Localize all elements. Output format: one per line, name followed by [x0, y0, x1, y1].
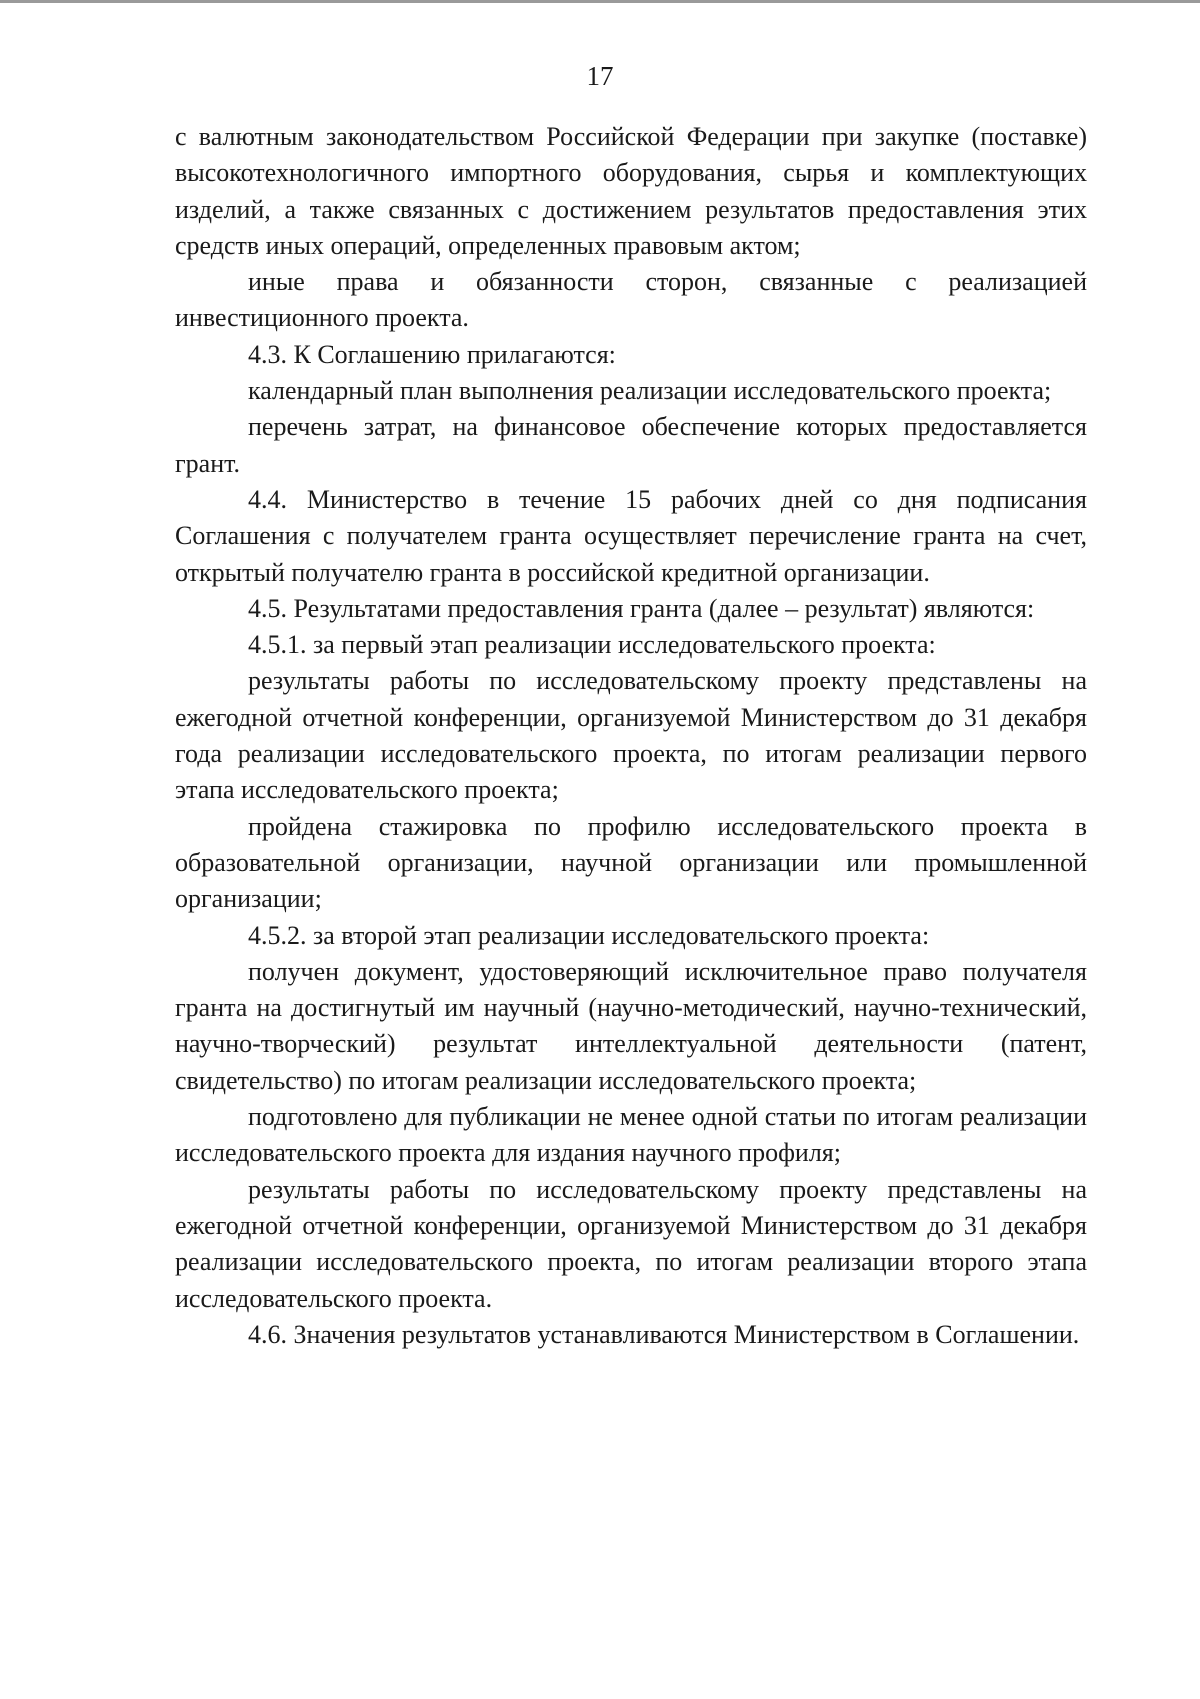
result-item-internship: пройдена стажировка по профилю исследовательского проекта в образовательной организации, научной организации или промышленной организации; [175, 811, 1087, 914]
paragraph-continuation: с валютным законодательством Российской Федерации при закупке (поставке) высокотехнологичного импортного оборудования, сырья и комплектующих изделий, а также связанных с достижением результатов предоставления этих средств иных операций, определенных правовым актом; [175, 122, 1087, 260]
page-number: 17 [586, 61, 614, 91]
paragraph-other-rights: иные права и обязанности сторон, связанные с реализацией инвестиционного проекта. [175, 267, 1087, 333]
clause-4-6: 4.6. Значения результатов устанавливаются Министерством в Соглашении. [248, 1319, 1080, 1349]
clause-4-4: 4.4. Министерство в течение 15 рабочих дней со дня подписания Соглашения с получателем гранта осуществляет перечисление гранта на счет, открытый получателю гранта в российской кредитной организации. [175, 484, 1087, 587]
list-item-cost-list: перечень затрат, на финансовое обеспечение которых предоставляется грант. [175, 412, 1087, 478]
result-item-publication: подготовлено для публикации не менее одной статьи по итогам реализации исследовательского проекта для издания научного профиля; [175, 1102, 1087, 1168]
clause-4-3: 4.3. К Соглашению прилагаются: [248, 339, 616, 369]
result-item-conference-second-stage: результаты работы по исследовательскому проекту представлены на ежегодной отчетной конференции, организуемой Министерством до 31 декабря реализации исследовательского проекта, по итогам реализации второго этапа исследовательского проекта. [175, 1174, 1087, 1313]
clause-4-5-1: 4.5.1. за первый этап реализации исследовательского проекта: [248, 630, 936, 660]
document-body [175, 119, 1087, 1353]
scan-top-edge [0, 0, 1200, 3]
clause-4-5: 4.5. Результатами предоставления гранта (далее – результат) являются: [248, 593, 1035, 623]
list-item-calendar-plan: календарный план выполнения реализации исследовательского проекта; [248, 376, 1052, 406]
result-item-patent: получен документ, удостоверяющий исключительное право получателя гранта на достигнутый им научный (научно-методический, научно-технический, научно-творческий) результат интеллектуальной деятельности (патент, свидетельство) по итогам реализации исследовательского проекта; [175, 956, 1087, 1095]
result-item-conference-first-stage: результаты работы по исследовательскому проекту представлены на ежегодной отчетной конференции, организуемой Министерством до 31 декабря года реализации исследовательского проекта, по итогам реализации первого этапа исследовательского проекта; [175, 666, 1087, 805]
clause-4-5-2: 4.5.2. за второй этап реализации исследовательского проекта: [248, 920, 930, 950]
